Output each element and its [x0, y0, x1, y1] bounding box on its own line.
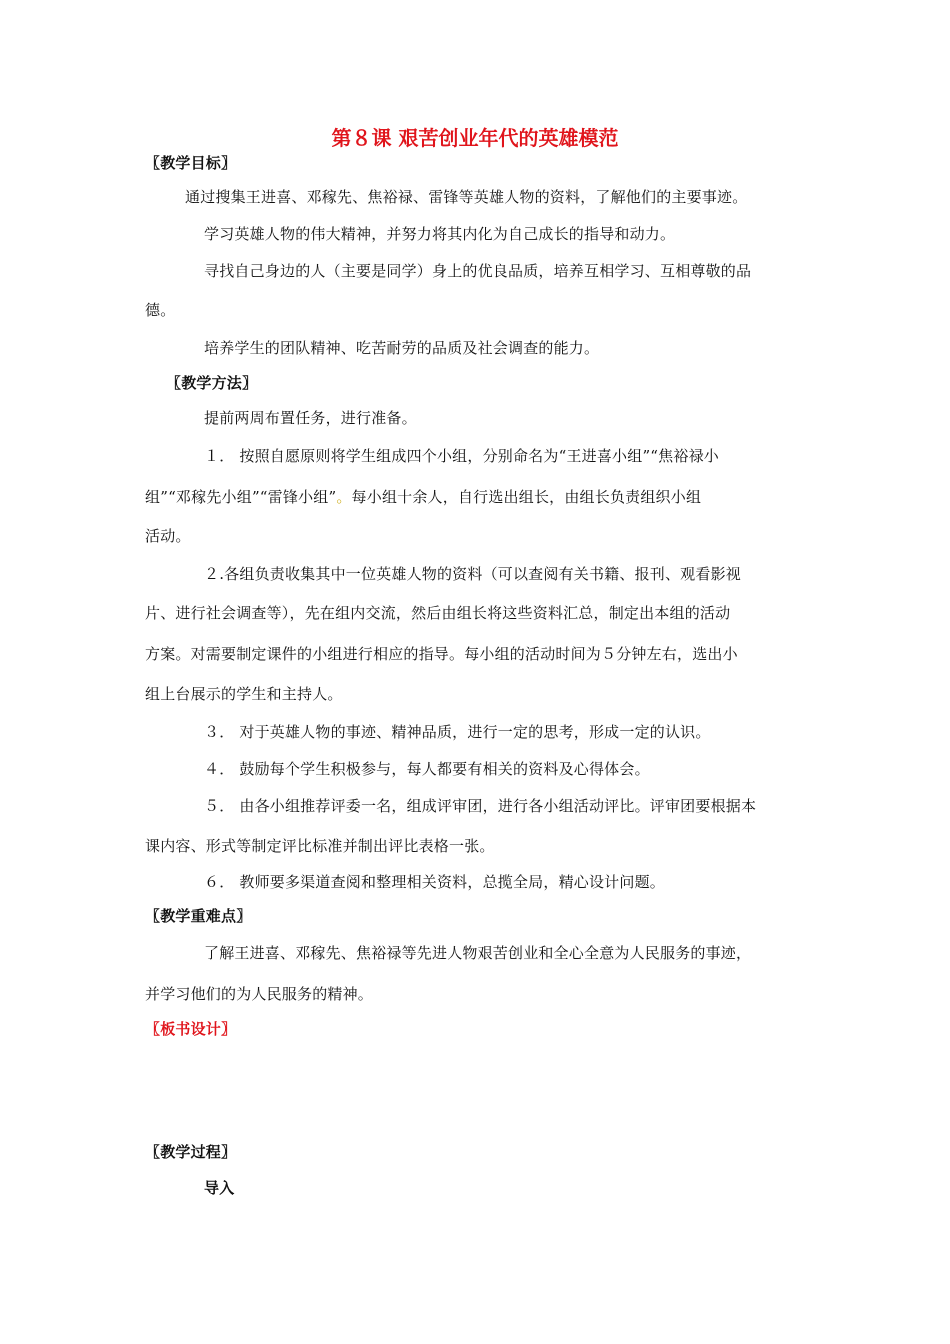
methods-item-1-line-2-dot: 。	[336, 488, 352, 506]
methods-intro: 提前两周布置任务，进行准备。	[204, 409, 417, 427]
goals-paragraph-3-line-1: 寻找自己身边的人（主要是同学）身上的优良品质，培养互相学习、互相尊敬的品	[204, 262, 752, 280]
section-heading-board-design: 〖板书设计〗	[145, 1020, 237, 1038]
key-points-line-1: 了解王进喜、邓稼先、焦裕禄等先进人物艰苦创业和全心全意为人民服务的事迹，	[204, 944, 752, 962]
methods-item-2-line-3: 方案。对需要制定课件的小组进行相应的指导。每小组的活动时间为５分钟左右，选出小	[145, 645, 738, 663]
section-heading-process: 〖教学过程〗	[145, 1143, 237, 1161]
section-heading-key-points: 〖教学重难点〗	[145, 907, 252, 925]
document-title: 第８课 艰苦创业年代的英雄模范	[331, 126, 619, 150]
goals-paragraph-2: 学习英雄人物的伟大精神，并努力将其内化为自己成长的指导和动力。	[204, 225, 676, 243]
key-points-line-2: 并学习他们的为人民服务的精神。	[145, 985, 374, 1003]
goals-paragraph-4: 培养学生的团队精神、吃苦耐劳的品质及社会调查的能力。	[204, 339, 600, 357]
methods-item-6: ６． 教师要多渠道查阅和整理相关资料，总揽全局，精心设计问题。	[204, 873, 665, 891]
methods-item-3: ３． 对于英雄人物的事迹、精神品质，进行一定的思考，形成一定的认识。	[204, 723, 711, 741]
methods-item-1-line-1: １． 按照自愿原则将学生组成四个小组，分别命名为“王进喜小组”“焦裕禄小	[204, 447, 719, 465]
goals-paragraph-3-line-2: 德。	[145, 301, 176, 319]
process-intro: 导入	[204, 1179, 235, 1197]
goals-paragraph-1: 通过搜集王进喜、邓稼先、焦裕禄、雷锋等英雄人物的资料，了解他们的主要事迹。	[185, 188, 748, 206]
methods-item-1-line-3: 活动。	[145, 527, 191, 545]
methods-item-4: ４． 鼓励每个学生积极参与，每人都要有相关的资料及心得体会。	[204, 760, 650, 778]
methods-item-2-line-1: ２.各组负责收集其中一位英雄人物的资料（可以查阅有关书籍、报刊、观看影视	[204, 565, 741, 583]
methods-item-1-line-2-part-b: 每小组十余人，自行选出组长，由组长负责组织小组	[351, 488, 702, 506]
methods-item-1-line-2	[145, 487, 701, 507]
section-heading-goals: 〖教学目标〗	[145, 154, 237, 172]
methods-item-2-line-2: 片、进行社会调查等），先在组内交流，然后由组长将这些资料汇总，制定出本组的活动	[145, 604, 731, 622]
methods-item-5-line-1: ５． 由各小组推荐评委一名，组成评审团，进行各小组活动评比。评审团要根据本	[204, 797, 757, 815]
section-heading-methods: 〖教学方法〗	[166, 374, 258, 392]
methods-item-1-line-2-part-a: 组”“邓稼先小组”“雷锋小组”	[145, 488, 337, 506]
methods-item-5-line-2: 课内容、形式等制定评比标准并制出评比表格一张。	[145, 837, 495, 855]
methods-item-2-line-4: 组上台展示的学生和主持人。	[145, 685, 343, 703]
